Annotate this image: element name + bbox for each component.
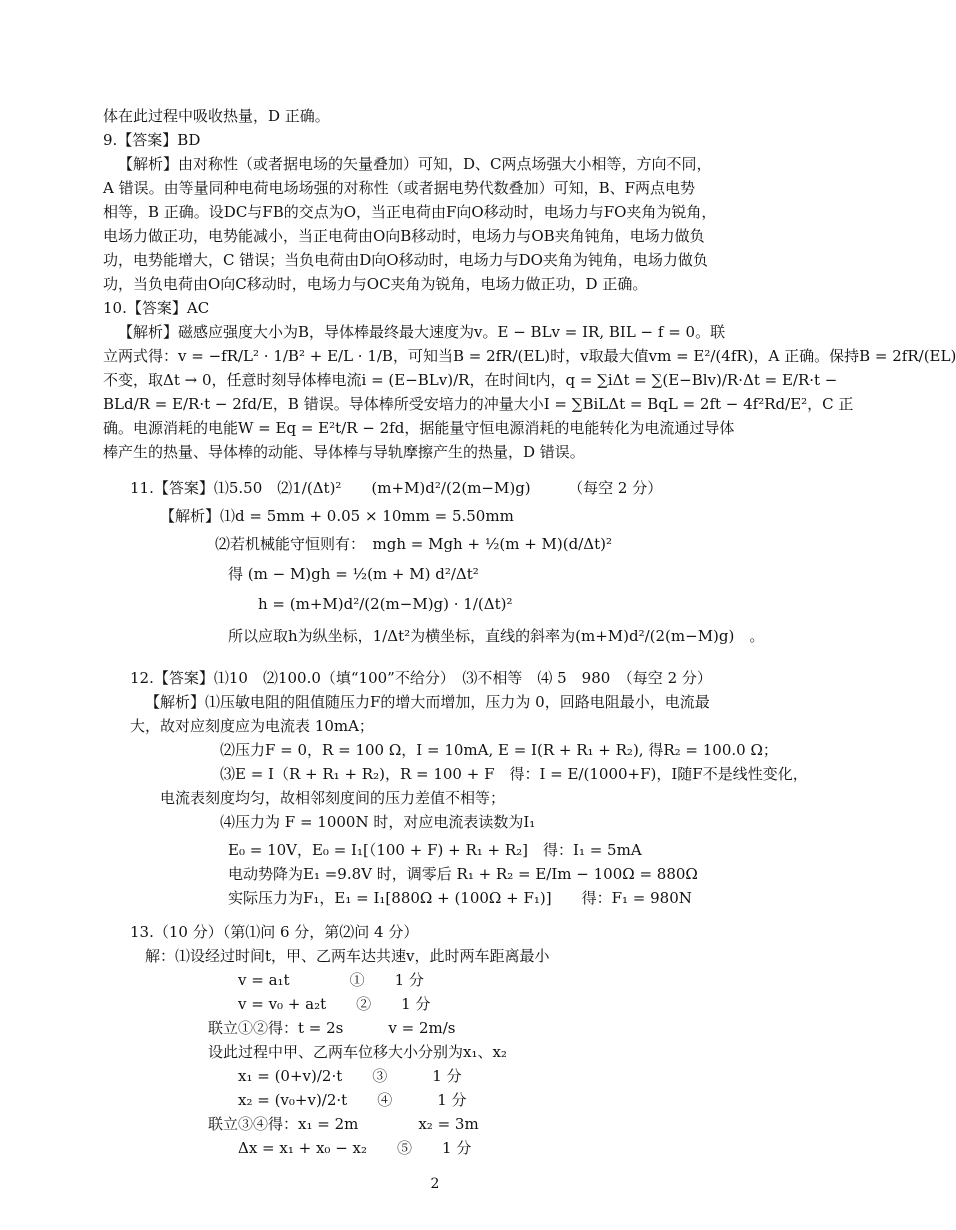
analysis-line: 【解析】磁感应强度大小为B，导体棒最终最大速度为v。E − BLv = IR, BIL − f = 0。联 <box>118 323 726 341</box>
answer-12: 12.【答案】⑴10 ⑵100.0（填“100”不给分） ⑶不相等 ⑷ 5 980 （每空 2 分） <box>130 669 712 687</box>
answer-10: 10.【答案】AC <box>103 299 210 317</box>
analysis-line: 确。电源消耗的电能W = Eq = E²t/R − 2fd，据能量守恒电源消耗的电能转化为电流通过导体 <box>103 419 735 437</box>
question-13-head: 13.（10 分）（第⑴问 6 分，第⑵问 4 分） <box>130 923 419 941</box>
analysis-line: h = (m+M)d²/(2(m−M)g) · 1/(Δt)² <box>258 595 513 613</box>
answer-9: 9.【答案】BD <box>103 131 201 149</box>
solution-line: 设此过程中甲、乙两车位移大小分别为x₁、x₂ <box>208 1043 507 1061</box>
solution-line: v = a₁t ① 1 分 <box>238 971 424 989</box>
analysis-line: 实际压力为F₁，E₁ = I₁[880Ω + (100Ω + F₁)] 得：F₁ = 980N <box>228 889 692 907</box>
page-number: 2 <box>430 1176 440 1192</box>
answer-11: 11.【答案】⑴5.50 ⑵1/(Δt)² (m+M)d²/(2(m−M)g) （每空 2 分） <box>130 479 663 497</box>
analysis-line: A 错误。由等量同种电荷电场场强的对称性（或者据电势代数叠加）可知，B、F两点电势 <box>103 179 696 197</box>
analysis-line: ⑷压力为 F = 1000N 时，对应电流表读数为I₁ <box>220 813 536 831</box>
solution-line: 解：⑴设经过时间t，甲、乙两车达共速v，此时两车距离最小 <box>145 947 550 965</box>
analysis-line: BLd/R = E/R·t − 2fd/E，B 错误。导体棒所受安培力的冲量大小I = ∑BiLΔt = BqL = 2ft − 4f²Rd/E²，C 正 <box>103 395 854 413</box>
analysis-line: E₀ = 10V，E₀ = I₁[（100 + F) + R₁ + R₂] 得：I₁ = 5mA <box>228 841 642 859</box>
analysis-line: 不变，取Δt → 0，任意时刻导体棒电流i = (E−BLv)/R，在时间t内，q = ∑iΔt = ∑(E−Blv)/R·Δt = E/R·t − <box>103 371 838 389</box>
analysis-line: ⑵压力F = 0，R = 100 Ω，I = 10mA, E = I(R + R₁ + R₂), 得R₂ = 100.0 Ω； <box>220 741 778 759</box>
analysis-line: 立两式得：v = −fR/L² · 1/B² + E/L · 1/B，可知当B = 2fR/(EL)时，v取最大值vm = E²/(4fR)，A 正确。保持B = 2fR/(EL) <box>103 347 956 365</box>
analysis-line: 相等，B 正确。设DC与FB的交点为O，当正电荷由F向O移动时，电场力与FO夹角为锐角， <box>103 203 717 221</box>
solution-line: x₂ = (v₀+v)/2·t ④ 1 分 <box>238 1091 467 1109</box>
solution-line: 联立①②得：t = 2s v = 2m/s <box>208 1019 456 1037</box>
analysis-line: 电场力做正功，电势能减小，当正电荷由O向B移动时，电场力与OB夹角钝角，电场力做负 <box>103 227 705 245</box>
analysis-line: ⑵若机械能守恒则有： mgh = Mgh + ½(m + M)(d/Δt)² <box>215 535 612 553</box>
analysis-line: 大，故对应刻度应为电流表 10mA； <box>130 717 374 735</box>
analysis-line: 【解析】由对称性（或者据电场的矢量叠加）可知，D、C两点场强大小相等，方向不同， <box>118 155 712 173</box>
analysis-line: 电动势降为E₁ =9.8V 时，调零后 R₁ + R₂ = E/Im − 100Ω = 880Ω <box>228 865 698 883</box>
analysis-line: 电流表刻度均匀，故相邻刻度间的压力差值不相等； <box>160 789 506 807</box>
solution-line: x₁ = (0+v)/2·t ③ 1 分 <box>238 1067 462 1085</box>
analysis-line: 所以应取h为纵坐标，1/Δt²为横坐标，直线的斜率为(m+M)d²/(2(m−M)g) 。 <box>228 627 765 645</box>
analysis-line: 【解析】⑴压敏电阻的阻值随压力F的增大而增加，压力为 0，回路电阻最小，电流最 <box>145 693 710 711</box>
analysis-line: 功，当负电荷由O向C移动时，电场力与OC夹角为锐角，电场力做正功，D 正确。 <box>103 275 648 293</box>
analysis-line: 棒产生的热量、导体棒的动能、导体棒与导轨摩擦产生的热量，D 错误。 <box>103 443 585 461</box>
solution-line: Δx = x₁ + x₀ − x₂ ⑤ 1 分 <box>238 1139 472 1157</box>
analysis-line: ⑶E = I（R + R₁ + R₂)，R = 100 + F 得：I = E/(1000+F)，I随F不是线性变化， <box>220 765 808 783</box>
analysis-line: 功，电势能增大，C 错误；当负电荷由D向O移动时，电场力与DO夹角为钝角，电场力做负 <box>103 251 708 269</box>
analysis-line: 【解析】⑴d = 5mm + 0.05 × 10mm = 5.50mm <box>160 507 514 525</box>
text-line: 体在此过程中吸收热量，D 正确。 <box>103 107 330 125</box>
solution-line: v = v₀ + a₂t ② 1 分 <box>238 995 431 1013</box>
solution-line: 联立③④得：x₁ = 2m x₂ = 3m <box>208 1115 479 1133</box>
analysis-line: 得 (m − M)gh = ½(m + M) d²/Δt² <box>228 565 479 583</box>
